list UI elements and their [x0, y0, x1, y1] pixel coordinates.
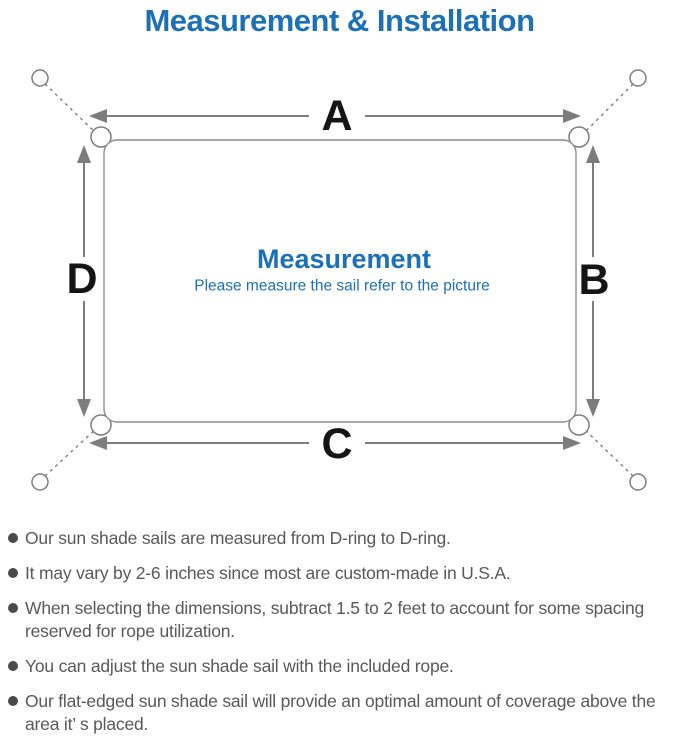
- note-item-2: [8, 562, 672, 585]
- page-title: Measurement & Installation: [144, 3, 535, 38]
- note-text: Our sun shade sails are measured from D-ring to D-ring.: [25, 528, 451, 548]
- note-item-3: [8, 597, 672, 643]
- arrow-a-head-right-icon: [563, 109, 581, 123]
- diagram-center-title: Measurement: [256, 244, 432, 274]
- note-text: You can adjust the sun shade sail with the included rope.: [25, 656, 454, 676]
- rope-dashed-line-bottom-right: [583, 428, 633, 476]
- anchor-point-circle-bottom-left: [32, 474, 48, 490]
- side-label-a: A: [321, 92, 353, 140]
- arrow-c-head-left-icon: [89, 436, 107, 450]
- note-text: It may vary by 2-6 inches since most are custom-made in U.S.A.: [25, 563, 511, 583]
- bullet-dot-icon: [8, 603, 18, 613]
- note-item-1: [8, 527, 672, 550]
- arrow-b-head-up-icon: [586, 145, 600, 163]
- anchor-point-circle-top-left: [32, 70, 48, 86]
- arrow-d-head-up-icon: [77, 145, 91, 163]
- side-label-d: D: [66, 255, 98, 303]
- note-item-4: [8, 655, 672, 678]
- anchor-point-circle-bottom-right: [630, 474, 646, 490]
- side-label-c: C: [321, 420, 353, 468]
- bullet-dot-icon: [8, 661, 18, 671]
- note-text: Our flat-edged sun shade sail will provide an optimal amount of coverage above the area it’ s placed.: [25, 691, 656, 734]
- rope-dashed-line-bottom-left: [45, 428, 97, 476]
- note-item-5: [8, 690, 672, 736]
- arrow-d-head-down-icon: [77, 399, 91, 417]
- note-text: When selecting the dimensions, subtract 1.5 to 2 feet to account for some spacing reserved for rope utilization.: [25, 598, 645, 641]
- diagram-center-subtitle: Please measure the sail refer to the picture: [194, 277, 490, 295]
- side-label-b: B: [578, 256, 610, 304]
- rope-dashed-line-top-left: [45, 84, 97, 134]
- bullet-dot-icon: [8, 696, 18, 706]
- bullet-dot-icon: [8, 533, 18, 543]
- anchor-point-circle-top-right: [630, 70, 646, 86]
- arrow-c-head-right-icon: [563, 436, 581, 450]
- rope-dashed-line-top-right: [583, 84, 633, 134]
- arrow-b-head-down-icon: [586, 399, 600, 417]
- bullet-dot-icon: [8, 568, 18, 578]
- notes-list: [8, 527, 672, 739]
- arrow-a-head-left-icon: [89, 109, 107, 123]
- measurement-diagram: [0, 50, 679, 520]
